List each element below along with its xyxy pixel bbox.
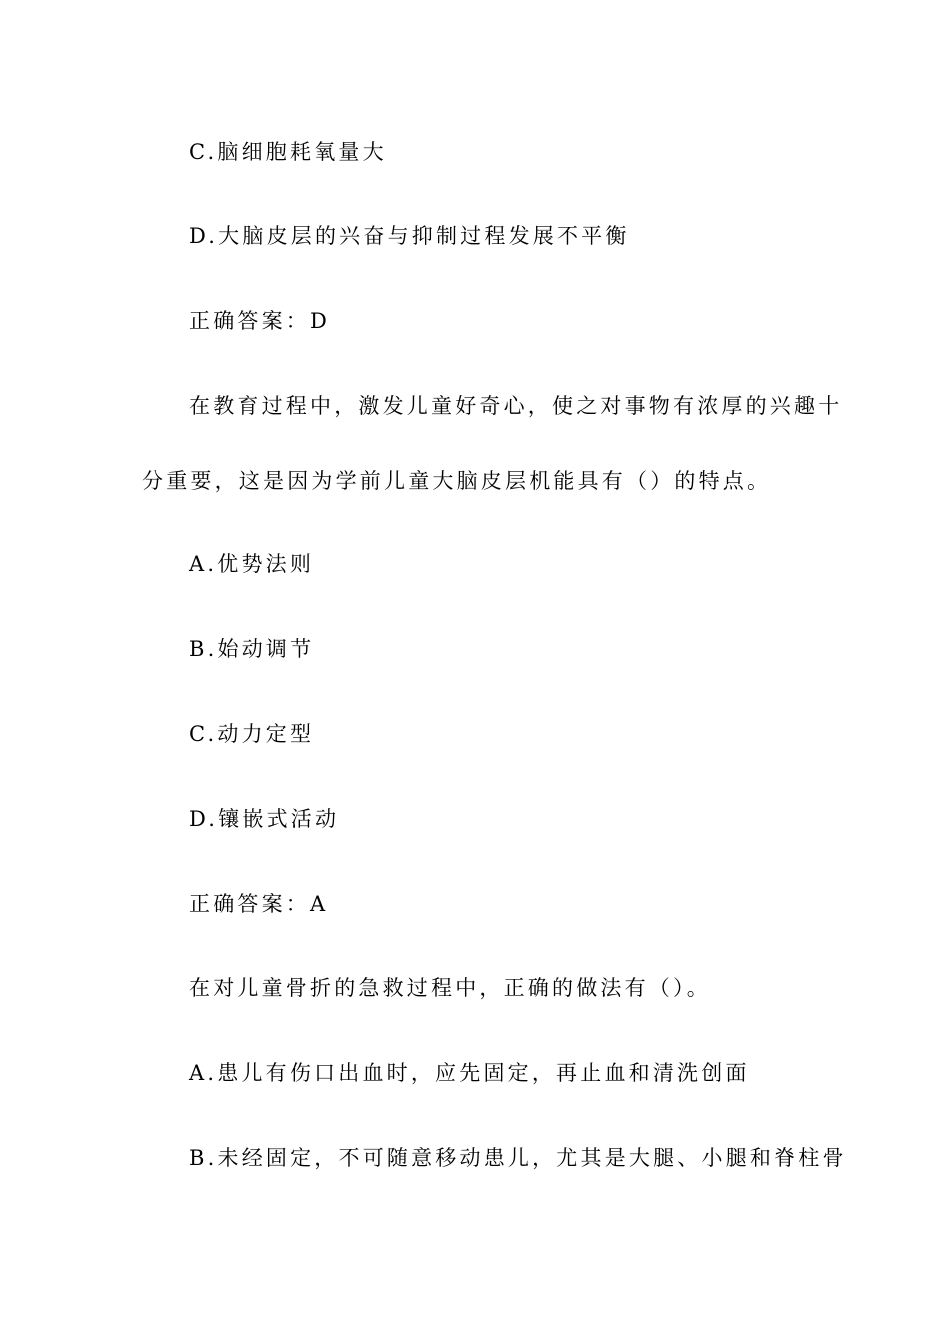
answer-line-1: 正确答案：D — [189, 309, 331, 333]
option-c-dynamic-stereotype: C.动力定型 — [189, 722, 315, 746]
option-b-immobilize: B.未经固定，不可随意移动患儿，尤其是大腿、小腿和脊柱骨 — [189, 1146, 847, 1170]
option-d-cortex-balance: D.大脑皮层的兴奋与抑制过程发展不平衡 — [189, 224, 630, 248]
option-a-bleeding: A.患儿有伤口出血时，应先固定，再止血和清洗创面 — [189, 1061, 750, 1085]
option-a-dominance: A.优势法则 — [189, 552, 315, 576]
question-2-text-continued: 分重要，这是因为学前儿童大脑皮层机能具有（）的特点。 — [142, 469, 772, 493]
answer-line-2: 正确答案：A — [189, 892, 329, 916]
option-d-mosaic-activity: D.镶嵌式活动 — [189, 807, 340, 831]
option-b-initiation: B.始动调节 — [189, 637, 315, 661]
question-3-text: 在对儿童骨折的急救过程中，正确的做法有（）。 — [189, 976, 711, 1000]
option-c-brain-oxygen: C.脑细胞耗氧量大 — [189, 140, 387, 164]
question-2-text: 在教育过程中，激发儿童好奇心，使之对事物有浓厚的兴趣十 — [189, 394, 843, 418]
